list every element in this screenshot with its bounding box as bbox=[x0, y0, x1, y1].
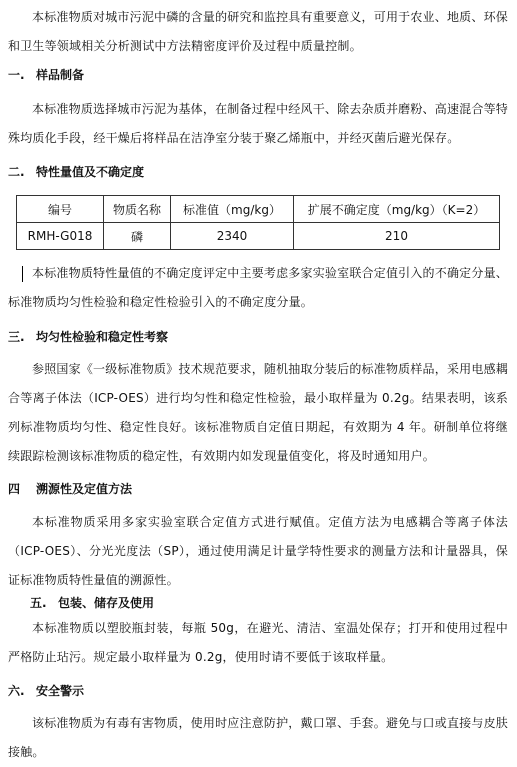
section-heading-2: 二. 特性量值及不确定度 bbox=[8, 165, 145, 179]
section-heading-6: 六. 安全警示 bbox=[8, 684, 85, 698]
section-6-paragraph: 该标准物质为有毒有害物质，使用时应注意防护，戴口罩、手套。避免与口或直接与皮肤接触。 bbox=[8, 716, 508, 759]
section-heading-5: 五. 包装、储存及使用 bbox=[30, 596, 155, 610]
section-5-paragraph: 本标准物质以塑胶瓶封装，每瓶 50g，在避光、清洁、室温处保存；打开和使用过程中严格防止玷污。规定最小取样量为 0.2g，使用时请不要低于该取样量。 bbox=[8, 621, 508, 664]
table-cell: 磷 bbox=[104, 223, 171, 250]
section-2-paragraph: 本标准物质特性量值的不确定度评定中主要考虑多家实验室联合定值引入的不确定分量、标准物质均匀性检验和稳定性检验引入的不确定度分量。 bbox=[8, 266, 508, 309]
section-heading-1: 一. 样品制备 bbox=[8, 68, 85, 82]
table-header-cell: 物质名称 bbox=[104, 196, 171, 223]
table-cell: 2340 bbox=[171, 223, 294, 250]
table-header-row bbox=[17, 196, 500, 223]
table-row bbox=[17, 223, 500, 250]
table-cell: 210 bbox=[294, 223, 500, 250]
section-heading-4: 四 溯源性及定值方法 bbox=[8, 482, 133, 496]
section-4-paragraph: 本标准物质采用多家实验室联合定值方式进行赋值。定值方法为电感耦合等离子体法（ICP-OES）、分光光度法（SP），通过使用满足计量学特性要求的测量方法和计量器具，保证标准物质特性量值的溯源性。 bbox=[8, 515, 508, 587]
table-header-cell: 扩展不确定度（mg/kg）（K=2） bbox=[294, 196, 500, 223]
table-header-cell: 标准值（mg/kg） bbox=[171, 196, 294, 223]
table-header-cell: 编号 bbox=[17, 196, 104, 223]
section-heading-3: 三. 均匀性检验和稳定性考察 bbox=[8, 330, 169, 344]
section-1-paragraph: 本标准物质选择城市污泥为基体，在制备过程中经风干、除去杂质并磨粉、高速混合等特殊均质化手段，经干燥后将样品在洁净室分装于聚乙烯瓶中，并经灭菌后避光保存。 bbox=[8, 102, 508, 145]
property-value-table bbox=[16, 195, 500, 250]
section-3-paragraph: 参照国家《一级标准物质》技术规范要求，随机抽取分装后的标准物质样品，采用电感耦合等离子体法（ICP-OES）进行均匀性和稳定性检验，最小取样量为 0.2g。结果表明，该系列标准物质均匀性、稳定性良好。该标准物质自定值日期起，有效期为 4 年。研制单位将继续跟踪检测该标准物质的稳定性，有效期内如发现量值变化，将及时通知用户。 bbox=[8, 362, 508, 463]
table-cell: RMH-G018 bbox=[17, 223, 104, 250]
intro-paragraph: 本标准物质对城市污泥中磷的含量的研究和监控具有重要意义，可用于农业、地质、环保和卫生等领域相关分析测试中方法精密度评价及过程中质量控制。 bbox=[8, 10, 508, 53]
